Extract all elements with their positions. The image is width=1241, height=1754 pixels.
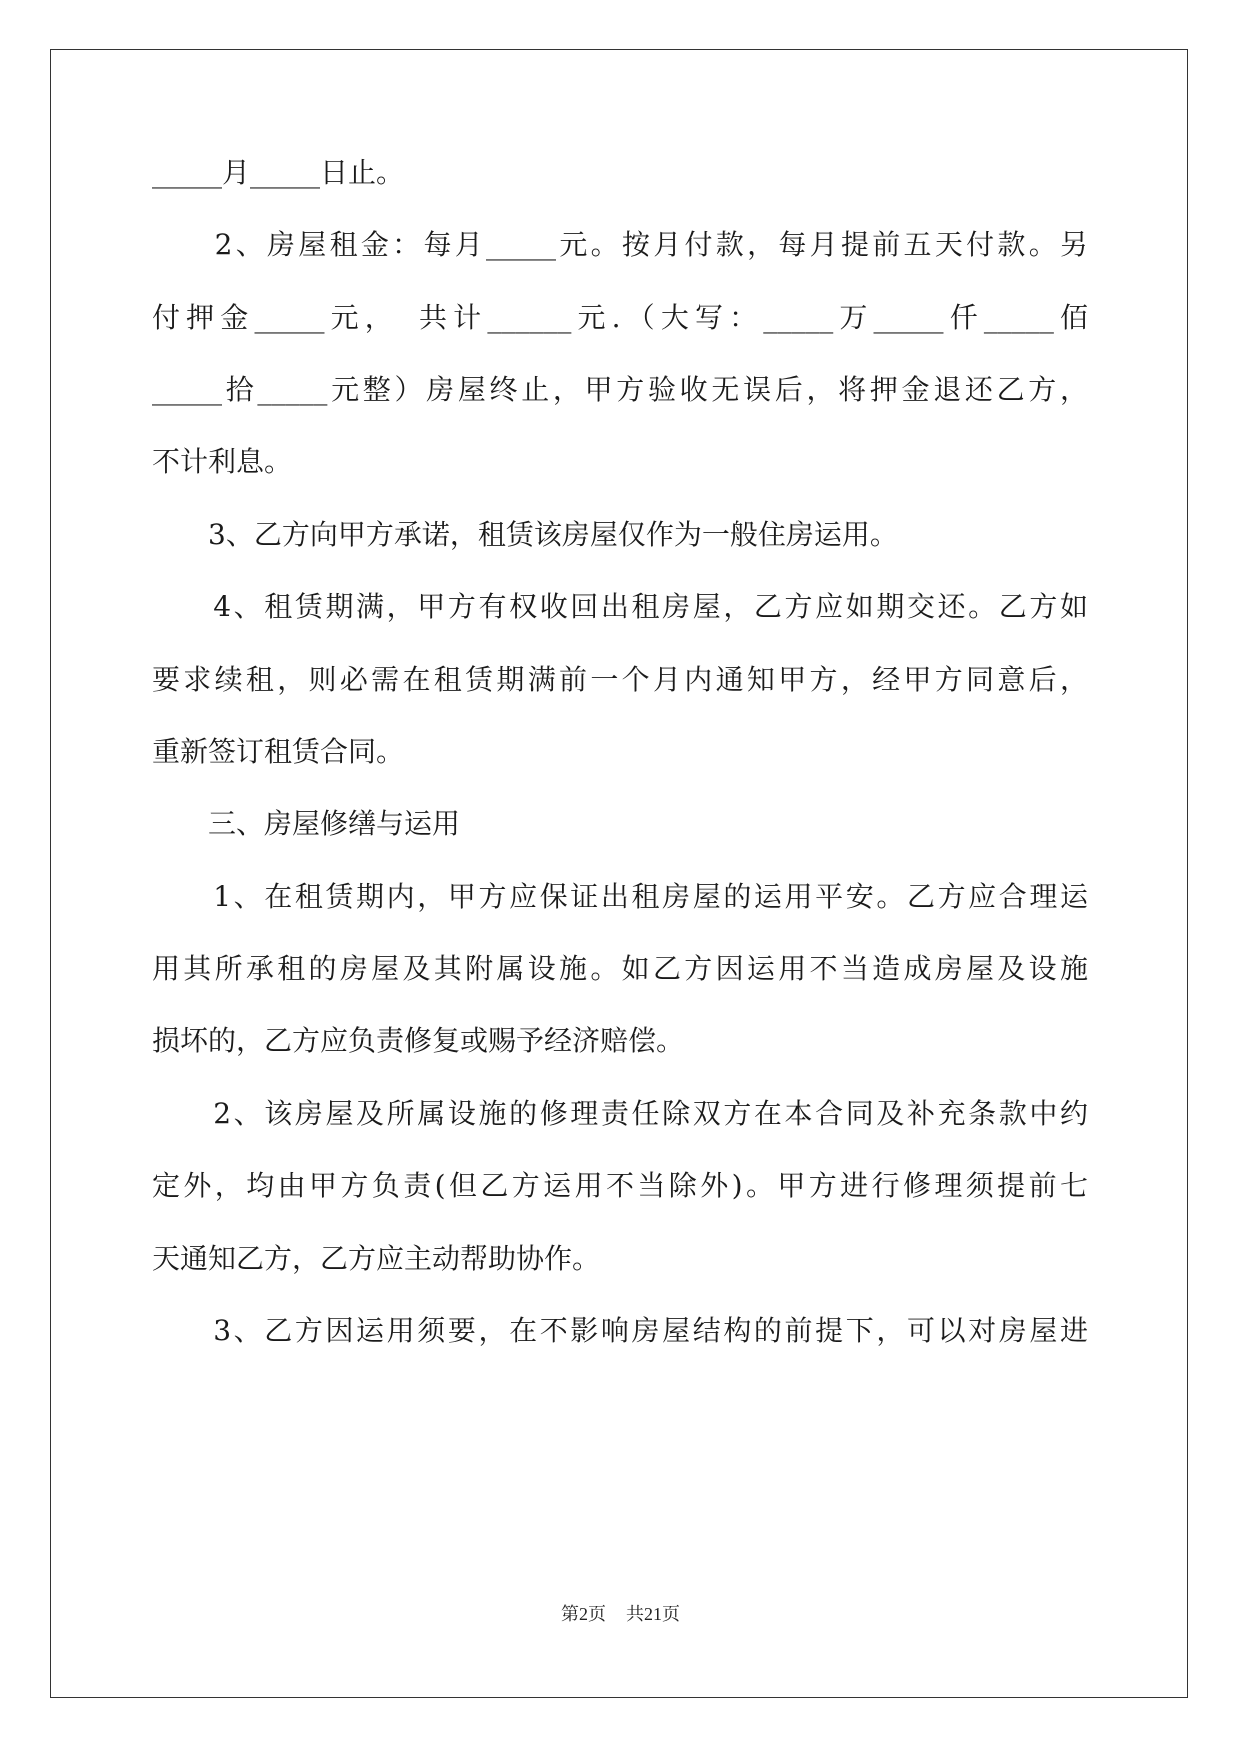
text-line: 付押金_____元， 共计______元.（大写：_____万_____仟_____佰 xyxy=(152,301,1088,334)
text-line: 用其所承租的房屋及其附属设施。如乙方因运用不当造成房屋及设施 xyxy=(152,952,1088,985)
section-heading: 三、房屋修缮与运用 xyxy=(152,807,461,840)
text-line: 天通知乙方，乙方应主动帮助协作。 xyxy=(152,1242,601,1275)
text-line: 2、该房屋及所属设施的修理责任除双方在本合同及补充条款中约 xyxy=(152,1097,1088,1130)
text-line: 要求续租，则必需在租赁期满前一个月内通知甲方，经甲方同意后， xyxy=(152,663,1088,696)
page-border xyxy=(50,49,1188,1698)
text-line: _____月_____日止。 xyxy=(152,156,405,189)
text-line: 3、乙方向甲方承诺，租赁该房屋仅作为一般住房运用。 xyxy=(152,518,898,551)
text-line: 4、租赁期满，甲方有权收回出租房屋，乙方应如期交还。乙方如 xyxy=(152,590,1088,623)
text-line: _____拾_____元整）房屋终止，甲方验收无误后，将押金退还乙方， xyxy=(152,373,1088,406)
text-line: 1、在租赁期内，甲方应保证出租房屋的运用平安。乙方应合理运 xyxy=(152,880,1088,913)
text-line: 2、房屋租金：每月_____元。按月付款，每月提前五天付款。另 xyxy=(152,228,1088,261)
text-line: 定外，均由甲方负责(但乙方运用不当除外)。甲方进行修理须提前七 xyxy=(152,1169,1088,1202)
text-line: 重新签订租赁合同。 xyxy=(152,735,405,768)
page-total: 共21页 xyxy=(626,1604,680,1624)
text-line: 损坏的，乙方应负责修复或赐予经济赔偿。 xyxy=(152,1024,685,1057)
page-footer xyxy=(0,1600,1241,1626)
text-line: 不计利息。 xyxy=(152,445,293,478)
text-line: 3、乙方因运用须要，在不影响房屋结构的前提下，可以对房屋进 xyxy=(152,1314,1088,1347)
page-number: 第2页 xyxy=(561,1604,606,1624)
